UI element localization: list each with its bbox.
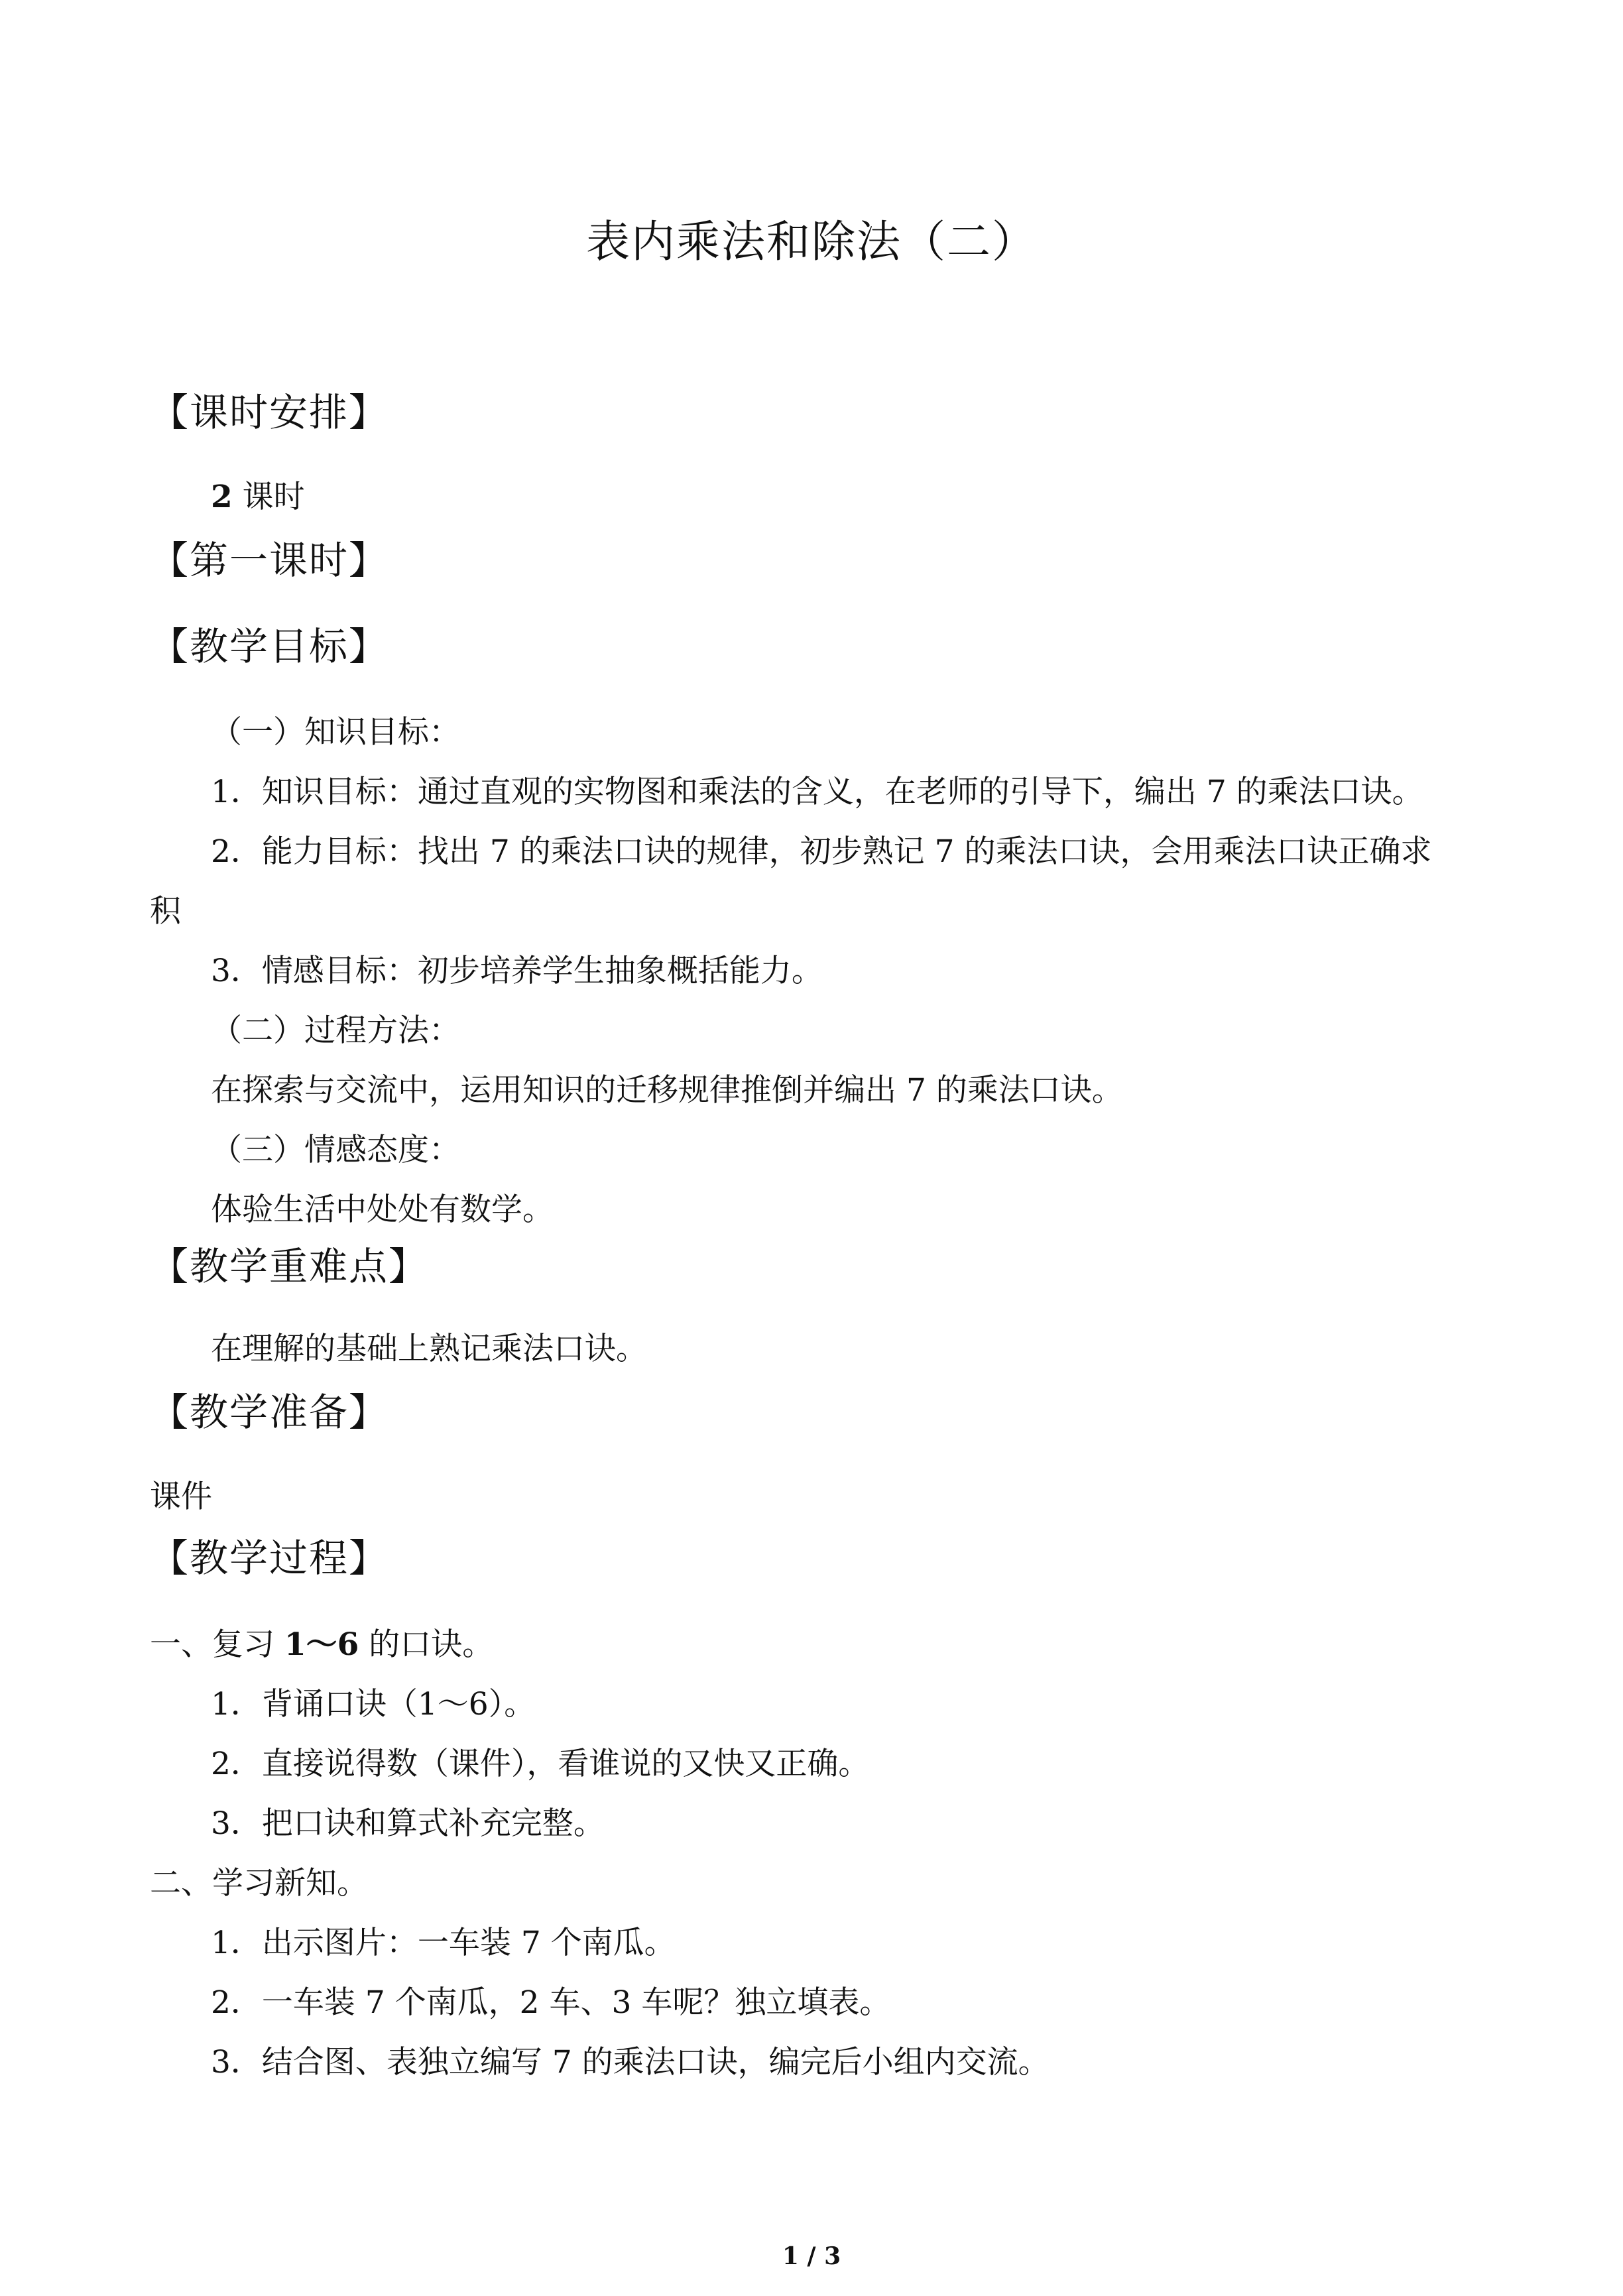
- objectives-sub3-text: 体验生活中处处有数学。: [211, 1191, 554, 1228]
- heading-key-points: 【教学重难点】: [150, 1244, 429, 1289]
- objectives-item1: 1．知识目标：通过直观的实物图和乘法的含义，在老师的引导下，编出 7 的乘法口诀。: [211, 774, 1423, 810]
- key-points-text: 在理解的基础上熟记乘法口诀。: [211, 1331, 647, 1367]
- process-p2-item2: 2．一车装 7 个南瓜，2 车、3 车呢？独立填表。: [211, 1984, 891, 2021]
- heading-process: 【教学过程】: [150, 1536, 389, 1581]
- document-title: 表内乘法和除法（二）: [586, 216, 1037, 267]
- schedule-number: 2: [211, 479, 233, 515]
- objectives-item2-line1: 2．能力目标：找出 7 的乘法口诀的规律，初步熟记 7 的乘法口诀，会用乘法口诀正确求: [211, 833, 1432, 870]
- process-part1-suffix: 的口诀。: [359, 1626, 494, 1663]
- objectives-item3: 3．情感目标：初步培养学生抽象概括能力。: [211, 953, 823, 989]
- process-part2: 二、学习新知。: [150, 1865, 368, 1902]
- heading-first-lesson: 【第一课时】: [150, 538, 389, 583]
- heading-preparation: 【教学准备】: [150, 1390, 389, 1435]
- process-part1-range: 1～6: [284, 1626, 359, 1663]
- objectives-sub2: （二）过程方法：: [211, 1012, 460, 1049]
- heading-objectives: 【教学目标】: [150, 624, 389, 669]
- heading-schedule: 【课时安排】: [150, 390, 389, 435]
- process-p2-item1: 1．出示图片：一车装 7 个南瓜。: [211, 1925, 676, 1961]
- process-p1-item2: 2．直接说得数（课件），看谁说的又快又正确。: [211, 1746, 870, 1782]
- objectives-item2-line2: 积: [150, 893, 181, 930]
- page-number: 1 / 3: [782, 2242, 841, 2270]
- process-p2-item3: 3．结合图、表独立编写 7 的乘法口诀，编完后小组内交流。: [211, 2044, 1050, 2081]
- schedule-text: [211, 474, 305, 520]
- process-p1-item3: 3．把口诀和算式补充完整。: [211, 1805, 605, 1842]
- objectives-sub1: （一）知识目标：: [211, 714, 460, 751]
- process-part1: [150, 1622, 493, 1668]
- schedule-unit: 课时: [242, 479, 305, 515]
- preparation-text: 课件: [150, 1479, 212, 1515]
- objectives-sub3: （三）情感态度：: [211, 1132, 460, 1168]
- process-p1-item1: 1．背诵口诀（1～6）。: [211, 1686, 536, 1722]
- process-part1-prefix: 一、复习: [150, 1626, 284, 1663]
- objectives-sub2-text: 在探索与交流中，运用知识的迁移规律推倒并编出 7 的乘法口诀。: [211, 1072, 1123, 1109]
